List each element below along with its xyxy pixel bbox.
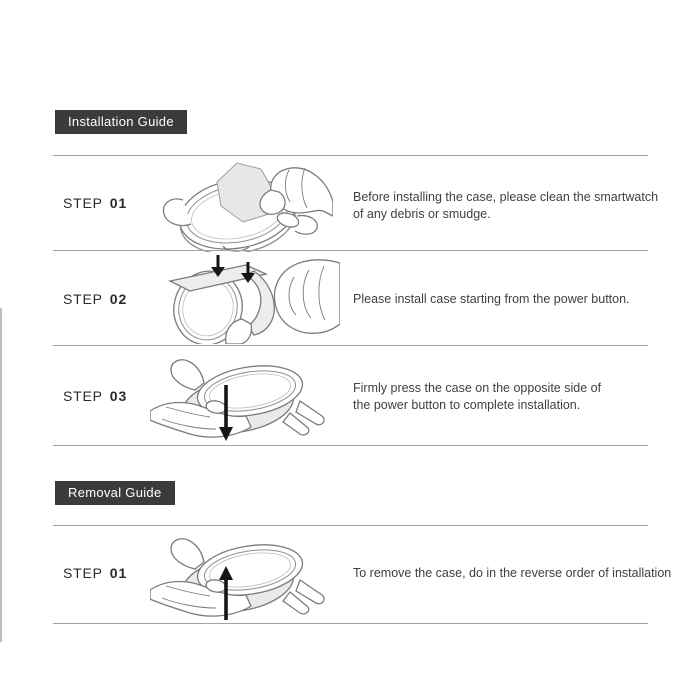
step1-cleaning-illustration bbox=[157, 156, 333, 252]
step-word: STEP bbox=[63, 195, 103, 211]
install-step3-text bbox=[353, 380, 601, 414]
install-step3-label bbox=[63, 388, 127, 404]
left-edge-artifact-line bbox=[0, 308, 2, 642]
step-number: 01 bbox=[109, 195, 128, 211]
install-step2-label bbox=[63, 291, 127, 307]
step3-press-illustration bbox=[150, 349, 335, 443]
step-number: 02 bbox=[109, 291, 128, 307]
step-number: 01 bbox=[109, 565, 128, 581]
divider-line bbox=[53, 250, 648, 251]
installation-guide-badge bbox=[55, 110, 187, 134]
install-step2-text bbox=[353, 291, 630, 308]
text-line: Before installing the case, please clean the smartwatch bbox=[353, 190, 659, 204]
watch-press-drawing bbox=[150, 349, 335, 443]
text-line: the power button to complete installation. bbox=[353, 398, 581, 412]
watch-removal-drawing bbox=[150, 527, 335, 622]
removal-step1-label bbox=[63, 565, 127, 581]
removal-guide-badge bbox=[55, 481, 175, 505]
install-step1-label bbox=[63, 195, 127, 211]
removal-guide-title: Removal Guide bbox=[68, 485, 162, 500]
step2-install-illustration bbox=[158, 253, 340, 344]
thumb bbox=[171, 360, 204, 390]
text-line: Please install case starting from the power button. bbox=[353, 292, 630, 306]
step-word: STEP bbox=[63, 565, 103, 581]
step-word: STEP bbox=[63, 388, 103, 404]
text-line: Firmly press the case on the opposite side of bbox=[353, 381, 602, 395]
watch-cleaning-drawing bbox=[157, 156, 333, 252]
divider-line bbox=[53, 525, 648, 526]
divider-line bbox=[53, 445, 648, 446]
step-number: 03 bbox=[109, 388, 128, 404]
install-step1-text bbox=[353, 189, 658, 223]
removal-step1-text bbox=[353, 565, 671, 582]
thumb bbox=[171, 539, 204, 569]
divider-line bbox=[53, 623, 648, 624]
watch-install-drawing bbox=[158, 253, 340, 344]
text-line: To remove the case, do in the reverse order of installation bbox=[353, 566, 672, 580]
hand bbox=[274, 260, 340, 333]
step-word: STEP bbox=[63, 291, 103, 307]
divider-line bbox=[53, 155, 648, 156]
divider-line bbox=[53, 345, 648, 346]
installation-guide-title: Installation Guide bbox=[68, 114, 174, 129]
removal-step1-illustration bbox=[150, 527, 335, 622]
text-line: of any debris or smudge. bbox=[353, 207, 491, 221]
